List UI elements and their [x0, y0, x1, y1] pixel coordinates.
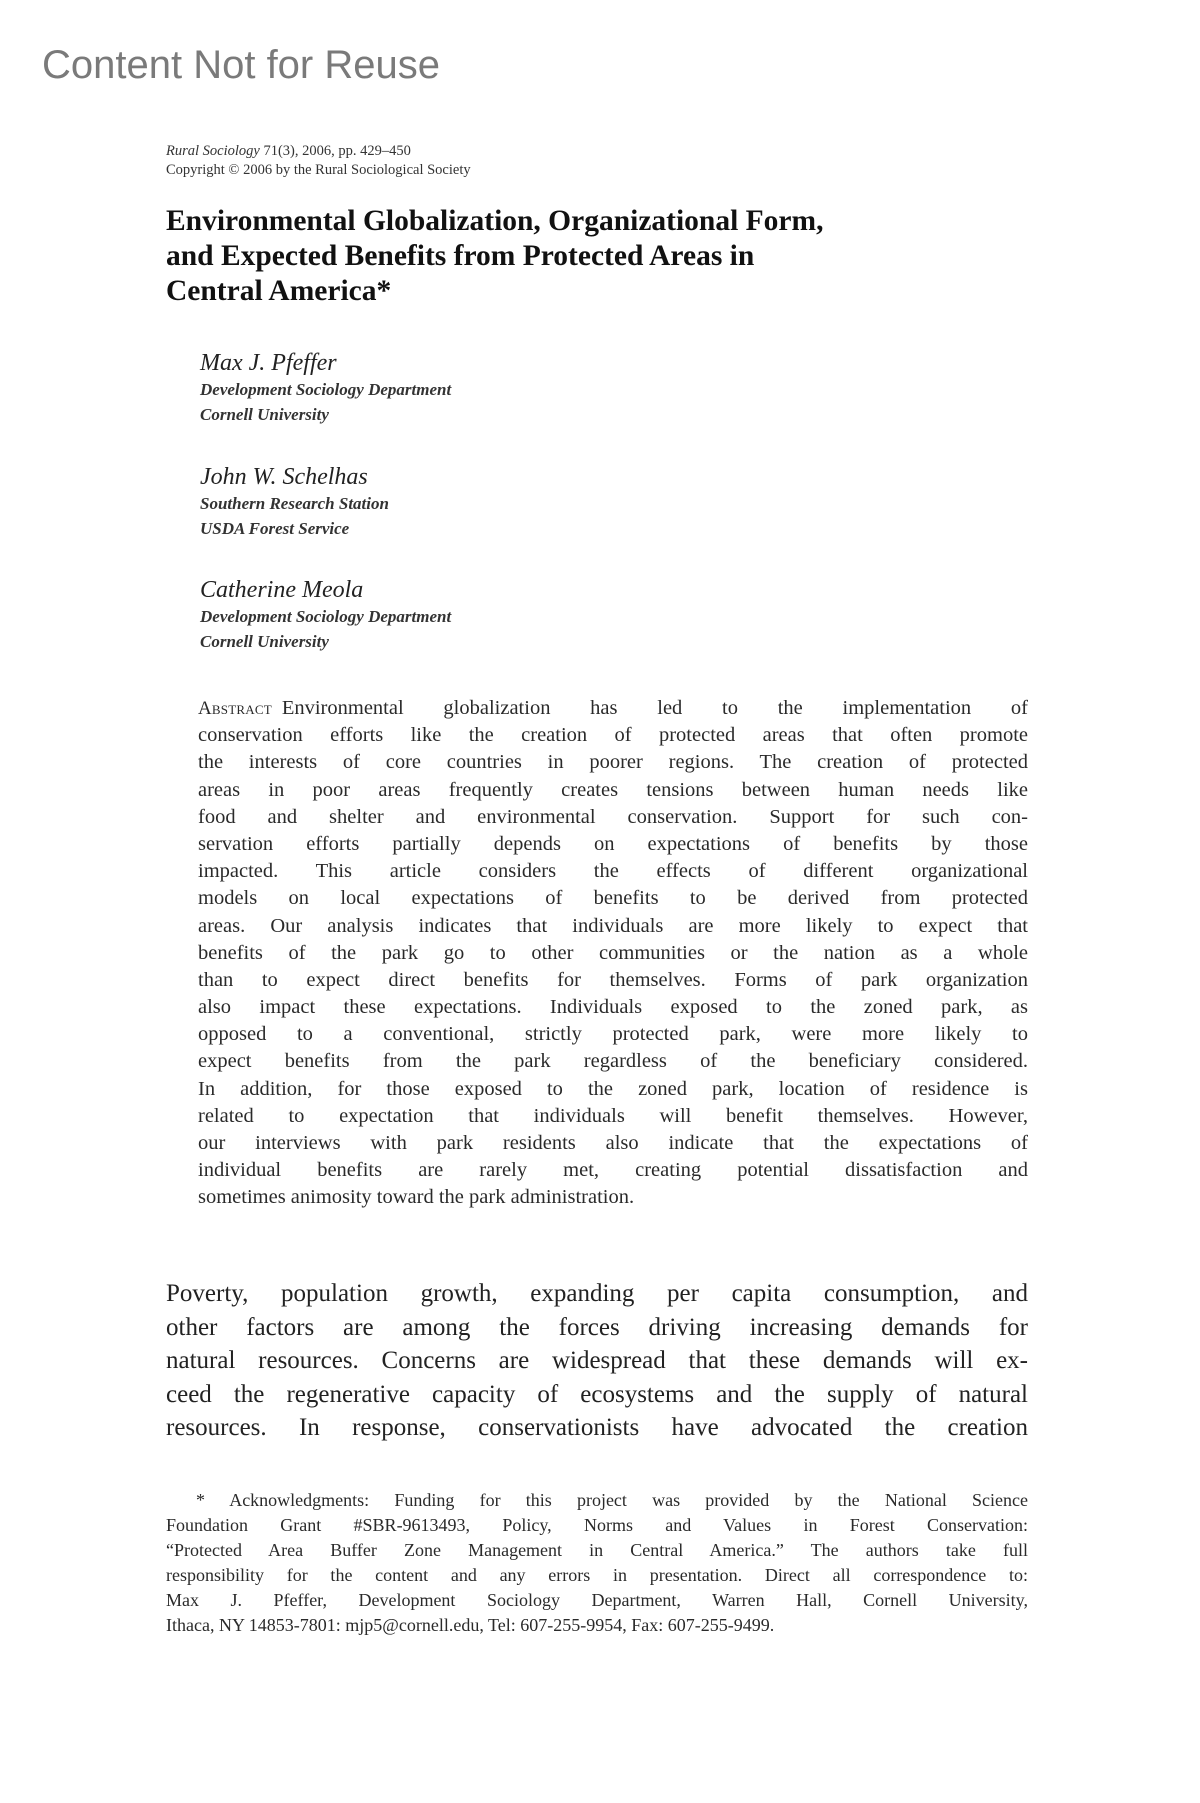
title-line: and Expected Benefits from Protected Areas in [166, 240, 755, 272]
author-block [200, 463, 389, 541]
abstract-line: models on local expectations of benefits to be derived from protected [198, 887, 1028, 910]
abstract-line: servation efforts partially depends on expectations of benefits by those [198, 832, 1028, 855]
abstract-label: Abstract [198, 698, 272, 719]
author-affiliation: Development Sociology Department [200, 607, 452, 626]
footnote-line: Foundation Grant #SBR-9613493, Policy, Norms and Values in Forest Conservation: [166, 1515, 1028, 1535]
author-affiliation: Southern Research Station [200, 494, 389, 513]
acknowledgments-footnote [166, 1488, 1028, 1638]
abstract-line: also impact these expectations. Individuals exposed to the zoned park, as [198, 996, 1028, 1019]
abstract-line: our interviews with park residents also indicate that the expectations of [198, 1132, 1028, 1154]
author-name: Max J. Pfeffer [200, 350, 337, 376]
author-affiliation: Cornell University [200, 405, 329, 424]
author-name: Catherine Meola [200, 577, 364, 603]
abstract-line: than to expect direct benefits for themselves. Forms of park organization [198, 968, 1028, 991]
abstract-line: individual benefits are rarely met, creating potential dissatisfaction and [198, 1159, 1028, 1182]
footnote-line: Max J. Pfeffer, Development Sociology Department, Warren Hall, Cornell University, [166, 1590, 1028, 1610]
abstract-line: opposed to a conventional, strictly protected park, were more likely to [198, 1023, 1028, 1046]
author-block [200, 576, 451, 654]
abstract-line: food and shelter and environmental conservation. Support for such con- [198, 805, 1028, 828]
abstract-line: areas. Our analysis indicates that individuals are more likely to expect that [198, 914, 1028, 937]
body-line: other factors are among the forces driving increasing demands for [166, 1313, 1028, 1341]
watermark: Content Not for Reuse [42, 43, 440, 87]
footnote-line: Ithaca, NY 14853-7801: mjp5@cornell.edu, Tel: 607-255-9954, Fax: 607-255-9499. [166, 1615, 775, 1635]
footnote-line: * Acknowledgments: Funding for this project was provided by the National Science [196, 1490, 1028, 1510]
abstract [198, 695, 1028, 1212]
abstract-line: areas in poor areas frequently creates tensions between human needs like [198, 778, 1028, 801]
abstract-line: benefits of the park go to other communities or the nation as a whole [198, 941, 1028, 964]
body-line: natural resources. Concerns are widespread that these demands will ex- [166, 1347, 1028, 1374]
author-block [200, 349, 451, 427]
abstract-line: impacted. This article considers the effects of different organizational [198, 860, 1028, 883]
title-line: Central America* [166, 275, 392, 307]
body-line: resources. In response, conservationists have advocated the creation [166, 1414, 1028, 1441]
title-line: Environmental Globalization, Organizational Form, [166, 205, 824, 237]
author-affiliation: Development Sociology Department [200, 380, 452, 399]
body-line: ceed the regenerative capacity of ecosystems and the supply of natural [166, 1380, 1028, 1408]
abstract-line: conservation efforts like the creation of protected areas that often promote [198, 724, 1028, 747]
abstract-line: sometimes animosity toward the park administration. [198, 1186, 635, 1209]
article-title [166, 204, 823, 309]
body-line: Poverty, population growth, expanding per capita consumption, and [166, 1280, 1028, 1307]
abstract-line: the interests of core countries in poorer regions. The creation of protected [198, 751, 1028, 774]
author-affiliation: USDA Forest Service [200, 519, 350, 538]
abstract-line: related to expectation that individuals will benefit themselves. However, [198, 1104, 1028, 1127]
author-affiliation: Cornell University [200, 632, 329, 651]
abstract-line: In addition, for those exposed to the zoned park, location of residence is [198, 1077, 1028, 1100]
footnote-line: responsibility for the content and any errors in presentation. Direct all correspondence to: [166, 1565, 1028, 1585]
journal-citation [166, 142, 471, 161]
journal-name: Rural Sociology [166, 143, 260, 159]
abstract-line [198, 695, 1028, 722]
journal-volume-pages: 71(3), 2006, pp. 429–450 [259, 143, 411, 159]
body-paragraph [166, 1277, 1028, 1445]
journal-header [166, 142, 471, 180]
author-name: John W. Schelhas [200, 464, 368, 490]
abstract-line: expect benefits from the park regardless of the beneficiary considered. [198, 1050, 1028, 1073]
footnote-line: “Protected Area Buffer Zone Management in Central America.” The authors take full [166, 1540, 1028, 1560]
copyright-line: Copyright © 2006 by the Rural Sociological Society [166, 162, 471, 178]
abstract-line-text: Environmental globalization has led to the implementation of [281, 697, 1028, 719]
